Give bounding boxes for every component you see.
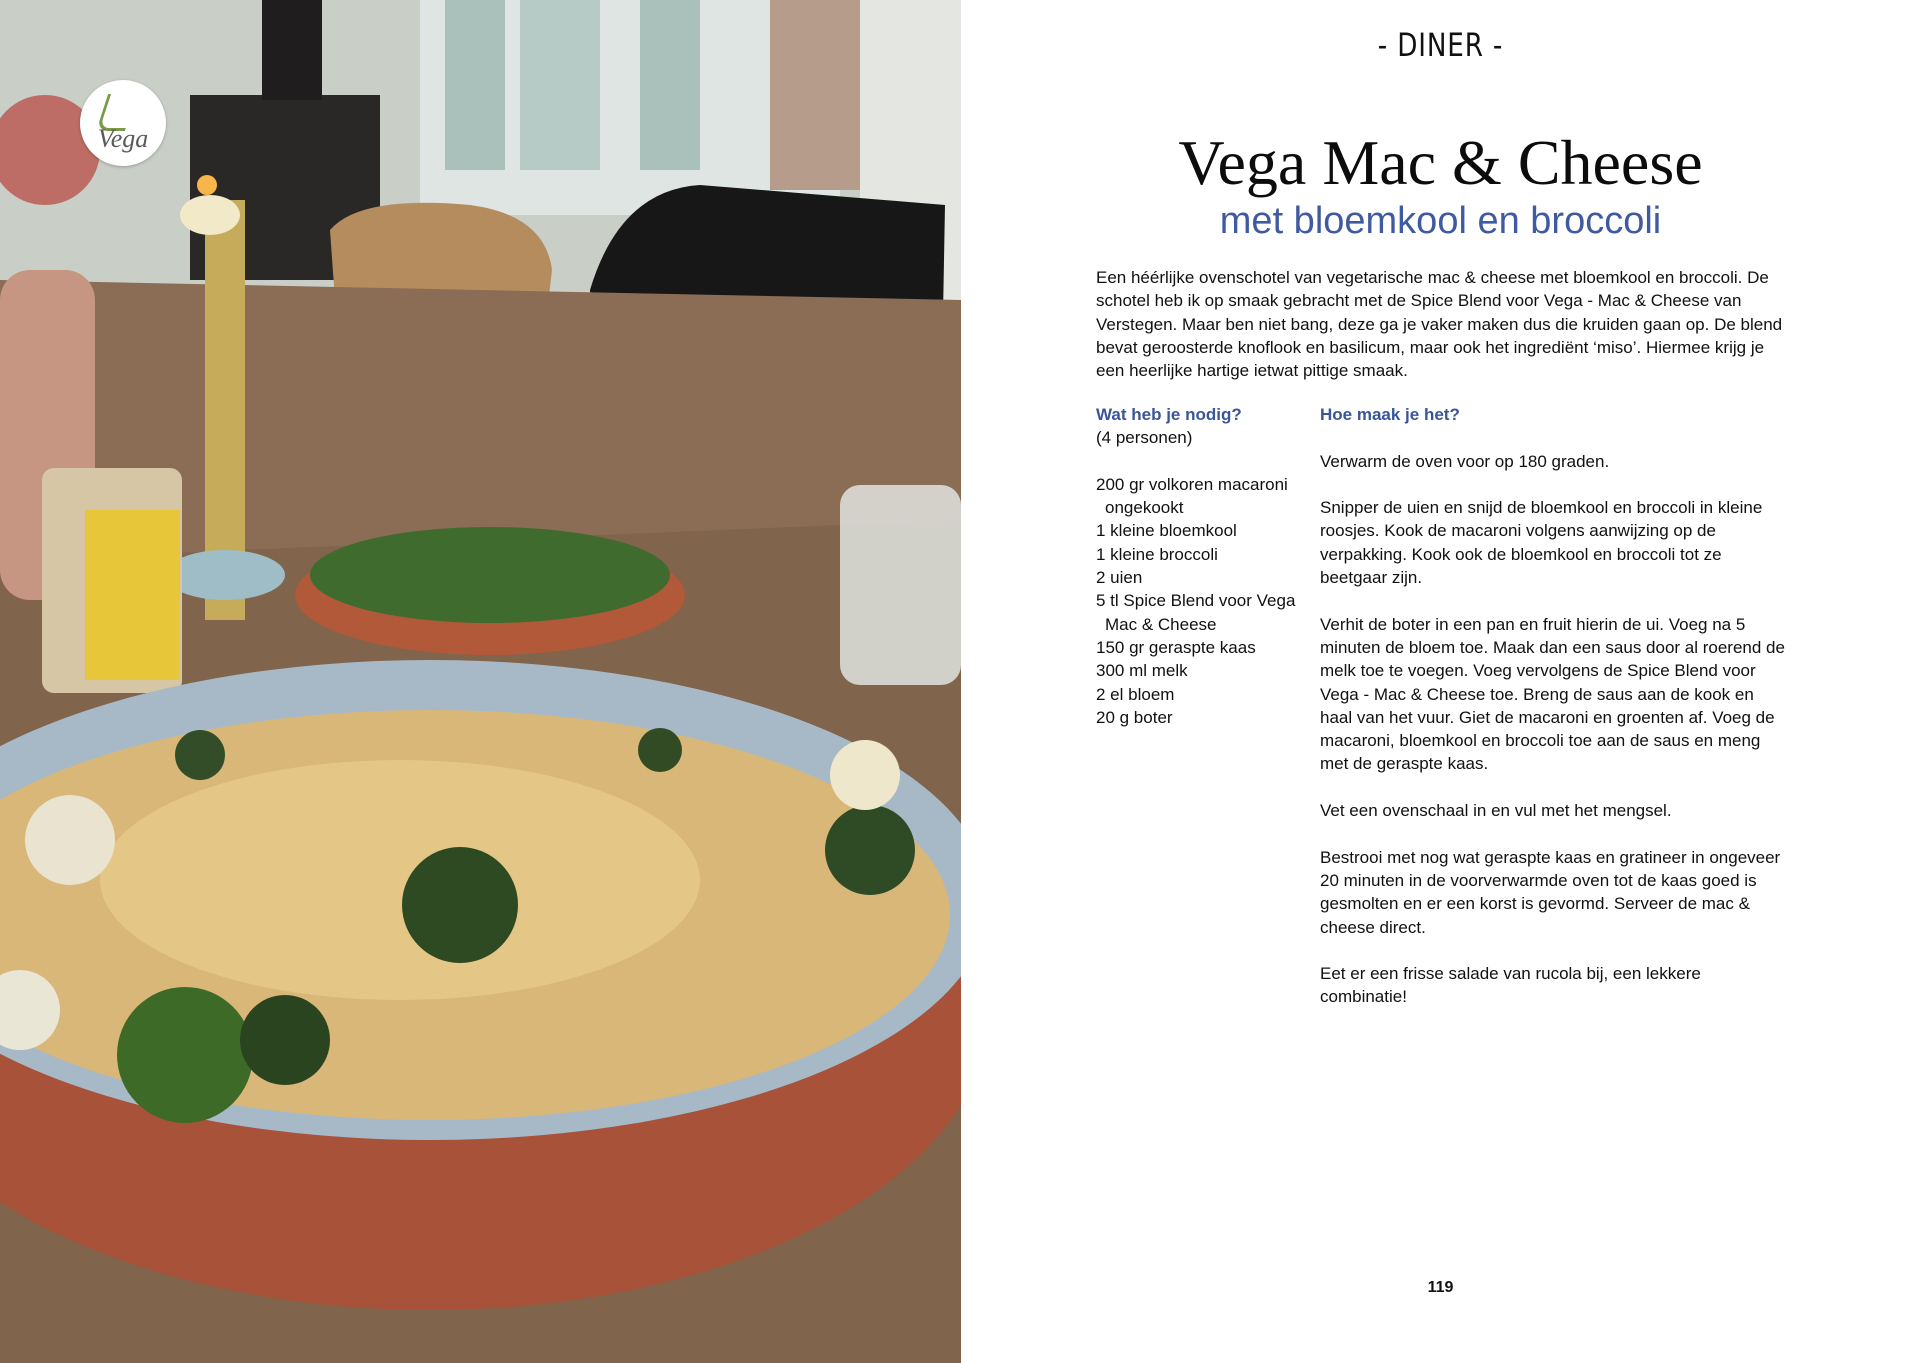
recipe-subtitle: met bloemkool en broccoli [1219,200,1662,242]
recipe-intro: Een héérlijke ovenschotel van vegetarische mac & cheese met bloemkool en broccoli. De schotel heb ik op smaak gebracht met de Spice Blend voor Vega - Mac & Cheese van Verstegen. Maar ben niet bang, deze ga je vaker maken dus die kruiden gaan op. De blend bevat geroosterde knoflook en basilicum, maar ook het ingrediënt ‘miso’. Hiermee krijg je een heerlijke hartige ietwat pittige smaak. [1096,268,1783,381]
method-step: Verhit de boter in een pan en fruit hierin de ui. Voeg na 5 minuten de bloem toe. Maak dan een saus door al roerend de melk toe te voegen. Voeg vervolgens de Spice Blend voor Vega - Mac & Cheese toe. Breng de saus aan de kook en haal van het vuur. Giet de macaroni en groenten af. Voeg de macaroni, bloemkool en broccoli toe aan de saus en meng met de geraspte kaas. [1320,614,1785,774]
vega-badge [80,80,166,166]
method-step: Vet een ovenschaal in en vul met het mengsel. [1320,801,1672,821]
ingredients-column [1096,403,1316,729]
page-number: 119 [1427,1279,1454,1296]
recipe-title: Vega Mac & Cheese [1178,127,1703,198]
method-step: Snipper de uien en snijd de bloemkool en broccoli in kleine roosjes. Kook de macaroni volgens aanwijzing op de verpakking. Kook ook de bloemkool en broccoli tot ze beetgaar zijn. [1320,498,1763,588]
ingredient-item: 200 gr volkoren macaroni ongekookt [1096,474,1288,518]
servings: (4 personen) [1096,428,1193,448]
ingredient-item: 2 uien [1096,568,1143,588]
ingredient-item: 20 g boter [1096,707,1173,727]
ingredient-item: 150 gr geraspte kaas [1096,637,1256,657]
method-step: Verwarm de oven voor op 180 graden. [1320,451,1610,471]
section-label: - DINER - [1377,26,1504,64]
method-step: Bestrooi met nog wat geraspte kaas en gratineer in ongeveer 20 minuten in de voorverwarmde oven tot de kaas goed is gesmolten en er een korst is gevormd. Serveer de mac & cheese direct. [1320,847,1781,937]
recipe-page [961,0,1920,1363]
ingredient-item: 2 el bloem [1096,684,1175,704]
method-heading: Hoe maak je het? [1320,405,1460,424]
ingredient-list [1096,473,1316,729]
ingredient-item: 1 kleine broccoli [1096,544,1218,564]
ingredient-item: 1 kleine bloemkool [1096,521,1237,541]
ingredients-heading: Wat heb je nodig? [1096,405,1242,424]
ingredient-item: 5 tl Spice Blend voor Vega Mac & Cheese [1096,591,1296,634]
ingredient-item: 300 ml melk [1096,661,1188,681]
method-step: Eet er een frisse salade van rucola bij, een lekkere combinatie! [1320,964,1701,1007]
method-column [1320,403,1790,1032]
vega-badge-text: Vega [97,124,149,153]
